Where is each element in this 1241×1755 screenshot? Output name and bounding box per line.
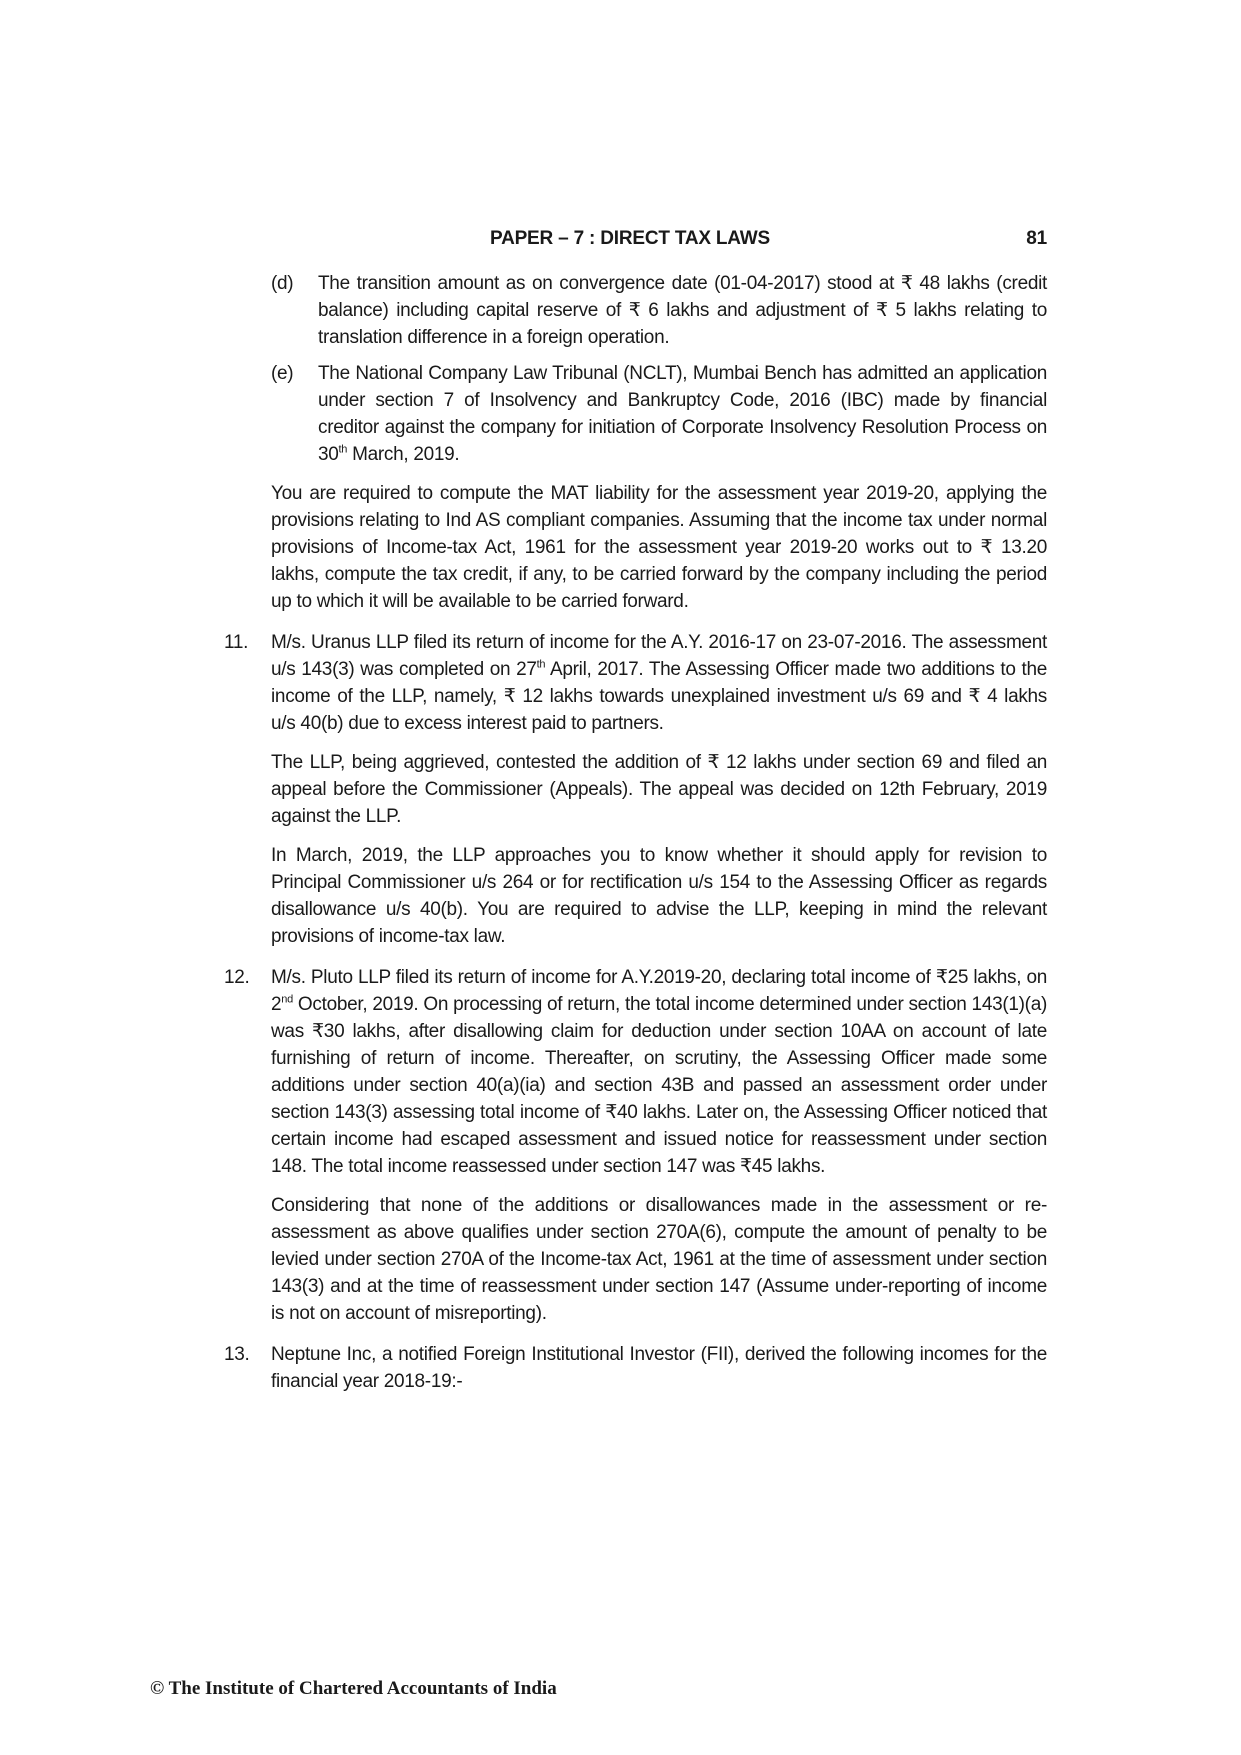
paragraph-text-cont: April, 2017. The Assessing Officer made two additions to the income of the LLP, namely, ₹ 12 lakhs towards unexplained investment u/s 69 and ₹ 4 lakhs u/s 40(b) due to excess interest paid to partners. [271,659,1047,734]
question-13 [224,1341,1047,1395]
question-paragraph: In March, 2019, the LLP approaches you to know whether it should apply for revision to Principal Commissioner u/s 264 or for rectification u/s 154 to the Assessing Officer as regards disallowance u/s 40(b). You are required to advise the LLP, keeping in mind the relevant provisions of income-tax law. [271,845,1047,947]
sub-item-text: The National Company Law Tribunal (NCLT), Mumbai Bench has admitted an application under section 7 of Insolvency and Bankruptcy Code, 2016 (IBC) made by financial creditor against the company for initiation of Corporate Insolvency Resolution Process on 30 [318,363,1047,465]
superscript: th [338,443,348,456]
page-number: 81 [1026,228,1047,249]
question-paragraph: Neptune Inc, a notified Foreign Institutional Investor (FII), derived the following incomes for the financial year 2018-19:- [271,1344,1047,1392]
sub-item-label: (d) [271,273,294,294]
question-11 [224,629,1047,950]
sub-item-text-cont: March, 2019. [347,444,460,465]
paragraph-text: M/s. Pluto LLP filed its return of income for A.Y.2019-20, declaring total income of ₹25 lakhs, on 2 [271,967,1047,1015]
question-paragraph [271,964,1047,1180]
question-number: 12. [224,967,250,988]
superscript: nd [281,993,293,1006]
question-paragraph: Considering that none of the additions or disallowances made in the assessment or re-assessment as above qualifies under section 270A(6), compute the amount of penalty to be levied under section 270A of the Income-tax Act, 1961 at the time of assessment under section 143(3) and at the time of reassessment under section 147 (Assume under-reporting of income is not on account of misreporting). [271,1195,1047,1324]
sub-item-text: The transition amount as on convergence date (01-04-2017) stood at ₹ 48 lakhs (credit balance) including capital reserve of ₹ 6 lakhs and adjustment of ₹ 5 lakhs relating to translation difference in a foreign operation. [318,273,1047,348]
sub-item-e [271,360,1047,468]
question-paragraph [271,629,1047,737]
sub-item-label: (e) [271,363,294,384]
question-number: 13. [224,1344,250,1365]
question-number: 11. [224,632,249,653]
paragraph-text: M/s. Uranus LLP filed its return of income for the A.Y. 2016-17 on 23-07-2016. The assessment u/s 143(3) was completed on 27 [271,632,1047,680]
question-paragraph: The LLP, being aggrieved, contested the addition of ₹ 12 lakhs under section 69 and filed an appeal before the Commissioner (Appeals). The appeal was decided on 12th February, 2019 against the LLP. [271,752,1047,827]
paragraph-text-cont: October, 2019. On processing of return, the total income determined under section 143(1)(a) was ₹30 lakhs, after disallowing claim for deduction under section 10AA on account of late furnishing of return of income. Thereafter, on scrutiny, the Assessing Officer made some additions under section 40(a)(ia) and section 43B and passed an assessment order under section 143(3) assessing total income of ₹40 lakhs. Later on, the Assessing Officer noticed that certain income had escaped assessment and issued notice for reassessment under section 148. The total income reassessed under section 147 was ₹45 lakhs. [271,994,1047,1177]
document-body [224,270,1047,1407]
question-12 [224,964,1047,1327]
footer-copyright: © The Institute of Chartered Accountants of India [150,1678,557,1699]
superscript: th [536,658,546,671]
sub-item-d [271,270,1047,351]
question-10-closing: You are required to compute the MAT liability for the assessment year 2019-20, applying the provisions relating to Ind AS compliant companies. Assuming that the income tax under normal provisions of Income-tax Act, 1961 for the assessment year 2019-20 works out to ₹ 13.20 lakhs, compute the tax credit, if any, to be carried forward by the company including the period up to which it will be available to be carried forward. [271,483,1047,612]
page-title: PAPER – 7 : DIRECT TAX LAWS [490,228,770,249]
